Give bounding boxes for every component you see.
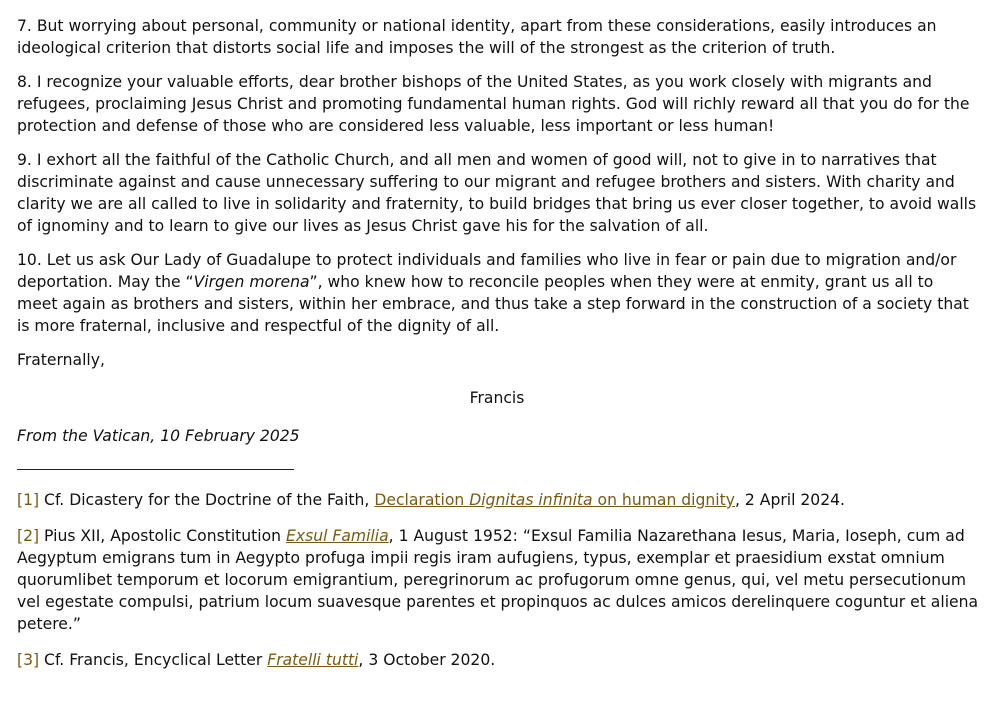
paragraph-10 (17, 249, 977, 337)
closing-salutation: Fraternally, (17, 351, 105, 369)
footnote-2 (17, 525, 979, 635)
footnote-1 (17, 489, 979, 511)
paragraph-8: 8. I recognize your valuable efforts, dear brother bishops of the United States, as you work closely with migrants and refugees, proclaiming Jesus Christ and promoting fundamental human rights. God will richly reward all that you do for the protection and defense of those who are considered less valuable, less important or less human! (17, 73, 970, 135)
footnote-3-text-before: Cf. Francis, Encyclical Letter (39, 651, 268, 669)
footnote-2-text-after: , 1 August 1952: “Exsul Familia Nazarethana Iesus, Maria, Ioseph, cum ad Aegyptum emigrans tum in Aegypto profuga impii regis iram aufugiens, typus, exemplar et praesidium exstat omnium quorumlibet temporum et locorum emigrantium, peregrinorum ac profugorum omne genus, qui, vel metu persecutionum vel egestate compulsi, patrium locum suavesque parentes et propinquos ac dulces amicos derelinquere coguntur et aliena petere.” (17, 527, 979, 633)
exsul-familia-link[interactable]: Exsul Familia (286, 527, 389, 545)
footnote-1-text-before: Cf. Dicastery for the Doctrine of the Faith, (39, 491, 375, 509)
dignitas-link-italic: Dignitas infinita (469, 491, 593, 509)
fratelli-tutti-link[interactable]: Fratelli tutti (267, 651, 359, 669)
virgen-morena-italic: Virgen morena (193, 273, 310, 291)
footnote-3 (17, 649, 979, 671)
dignitas-link-pre: Declaration (374, 491, 470, 509)
paragraph-10-text-before: 10. Let us ask Our Lady of Guadalupe to protect individuals and families who live in fear or pain due to migration and/or deportation. May the “ (17, 251, 957, 291)
dateline: From the Vatican, 10 February 2025 (17, 427, 300, 445)
paragraph-7: 7. But worrying about personal, community or national identity, apart from these considerations, easily introduces an ideological criterion that distorts social life and imposes the will of the strongest as the criterion of truth. (17, 17, 937, 57)
footnote-divider (17, 469, 294, 470)
paragraph-9: 9. I exhort all the faithful of the Catholic Church, and all men and women of good will, not to give in to narratives that discriminate against and cause unnecessary suffering to our migrant and refugee brothers and sisters. With charity and clarity we are all called to live in solidarity and fraternity, to build bridges that bring us ever closer together, to avoid walls of ignominy and to learn to give our lives as Jesus Christ gave his for the salvation of all. (17, 151, 977, 235)
footnote-1-ref-link[interactable]: [1] (17, 491, 40, 509)
signature: Francis (469, 389, 525, 407)
footnote-2-ref-link[interactable]: [2] (17, 527, 40, 545)
footnote-2-text-before: Pius XII, Apostolic Constitution (39, 527, 286, 545)
footnote-3-text-after: , 3 October 2020. (358, 651, 496, 669)
dignitas-infinita-link[interactable] (374, 491, 735, 509)
footnote-1-text-after: , 2 April 2024. (734, 491, 846, 509)
footnote-3-ref-link[interactable]: [3] (17, 651, 40, 669)
paragraph-10-text-after: ”, who knew how to reconcile peoples when they were at enmity, grant us all to meet again as brothers and sisters, within her embrace, and thus take a step forward in the construction of a society that is more fraternal, inclusive and respectful of the dignity of all. (17, 273, 969, 335)
dignitas-link-post: on human dignity (592, 491, 735, 509)
